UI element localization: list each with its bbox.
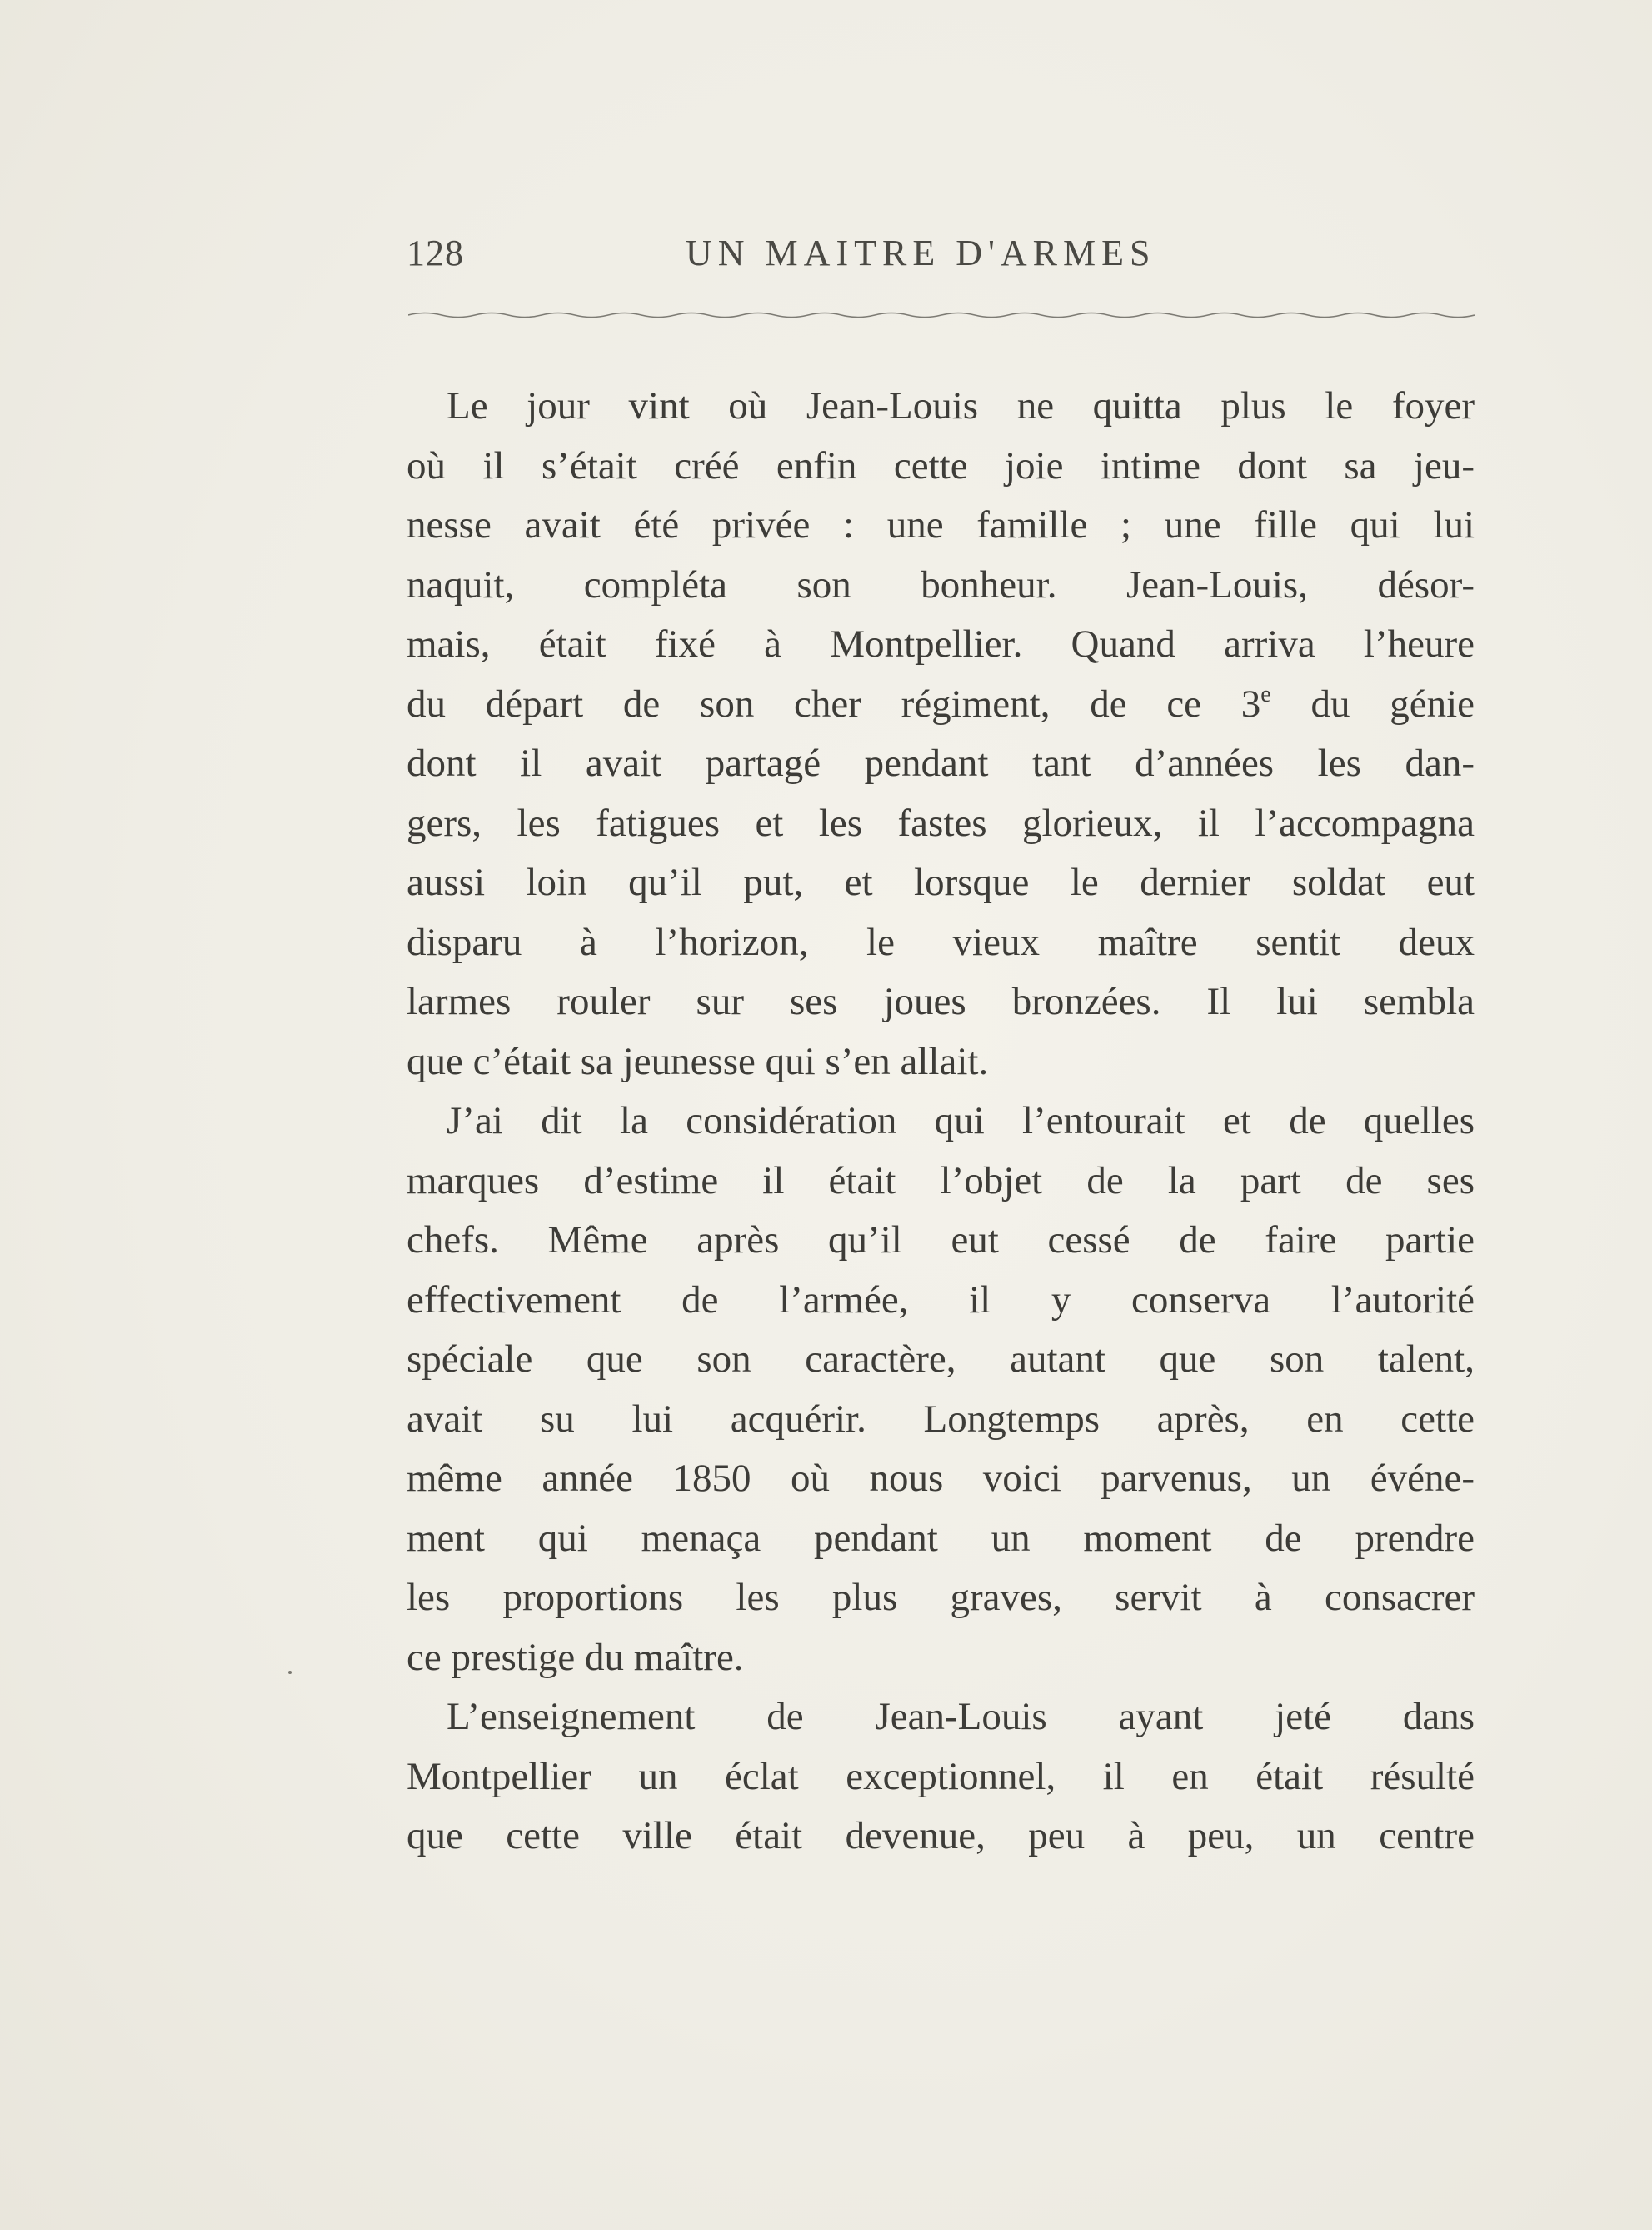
page-number: 128: [407, 232, 464, 273]
superscript: e: [1260, 681, 1271, 708]
text-line: Montpellier un éclat exceptionnel, il en était résulté: [407, 1754, 1475, 1798]
text-line: que cette ville était devenue, peu à peu, un centre: [407, 1814, 1475, 1858]
text-line: L’enseignement de Jean-Louis ayant jeté dans: [447, 1695, 1475, 1738]
text-line: aussi loin qu’il put, et lorsque le dernier soldat eut: [407, 861, 1475, 904]
text-line: que c’était sa jeunesse qui s’en allait.: [407, 1039, 989, 1083]
body-text: [407, 377, 1475, 1867]
text-line: dont il avait partagé pendant tant d’années les dan-: [407, 742, 1475, 785]
text-line: marques d’estime il était l’objet de la part de ses: [407, 1158, 1475, 1202]
text-line: nesse avait été privée : une famille ; une fille qui lui: [407, 503, 1475, 547]
text-line: ce prestige du maître.: [407, 1635, 744, 1679]
running-title: UN MAITRE D'ARMES: [686, 232, 1156, 273]
page-header: [407, 232, 1475, 290]
text-line: les proportions les plus graves, servit à consacrer: [407, 1576, 1475, 1619]
text-line: larmes rouler sur ses joues bronzées. Il lui sembla: [407, 980, 1475, 1023]
text-line-with-superscript: [407, 675, 1475, 735]
text-line: où il s’était créé enfin cette joie intime dont sa jeu-: [407, 443, 1475, 488]
text-line: spéciale que son caractère, autant que son talent,: [407, 1338, 1475, 1381]
text-line-tail: du génie: [1310, 682, 1475, 726]
text-line: gers, les fatigues et les fastes glorieux, il l’accompagna: [407, 801, 1475, 845]
text-line: ment qui menaça pendant un moment de prendre: [407, 1516, 1475, 1560]
text-line: mais, était fixé à Montpellier. Quand arriva l’heure: [407, 622, 1475, 666]
text-line: J’ai dit la considération qui l’entourait et de quelles: [447, 1099, 1475, 1142]
text-line: chefs. Même après qu’il eut cessé de faire partie: [407, 1218, 1475, 1262]
text-line: avait su lui acquérir. Longtemps après, en cette: [407, 1397, 1475, 1441]
text-line: naquit, compléta son bonheur. Jean-Louis, désor-: [407, 562, 1475, 607]
paper-speck: [288, 1671, 292, 1674]
text-line: disparu à l’horizon, le vieux maître sentit deux: [407, 920, 1475, 964]
text-line-head: du départ de son cher régiment, de ce 3: [407, 682, 1261, 726]
header-rule: [408, 308, 1475, 320]
text-line: effectivement de l’armée, il y conserva l’autorité: [407, 1278, 1475, 1322]
text-line: Le jour vint où Jean-Louis ne quitta plus le foyer: [447, 384, 1475, 428]
text-line: même année 1850 où nous voici parvenus, un événe-: [407, 1457, 1475, 1500]
